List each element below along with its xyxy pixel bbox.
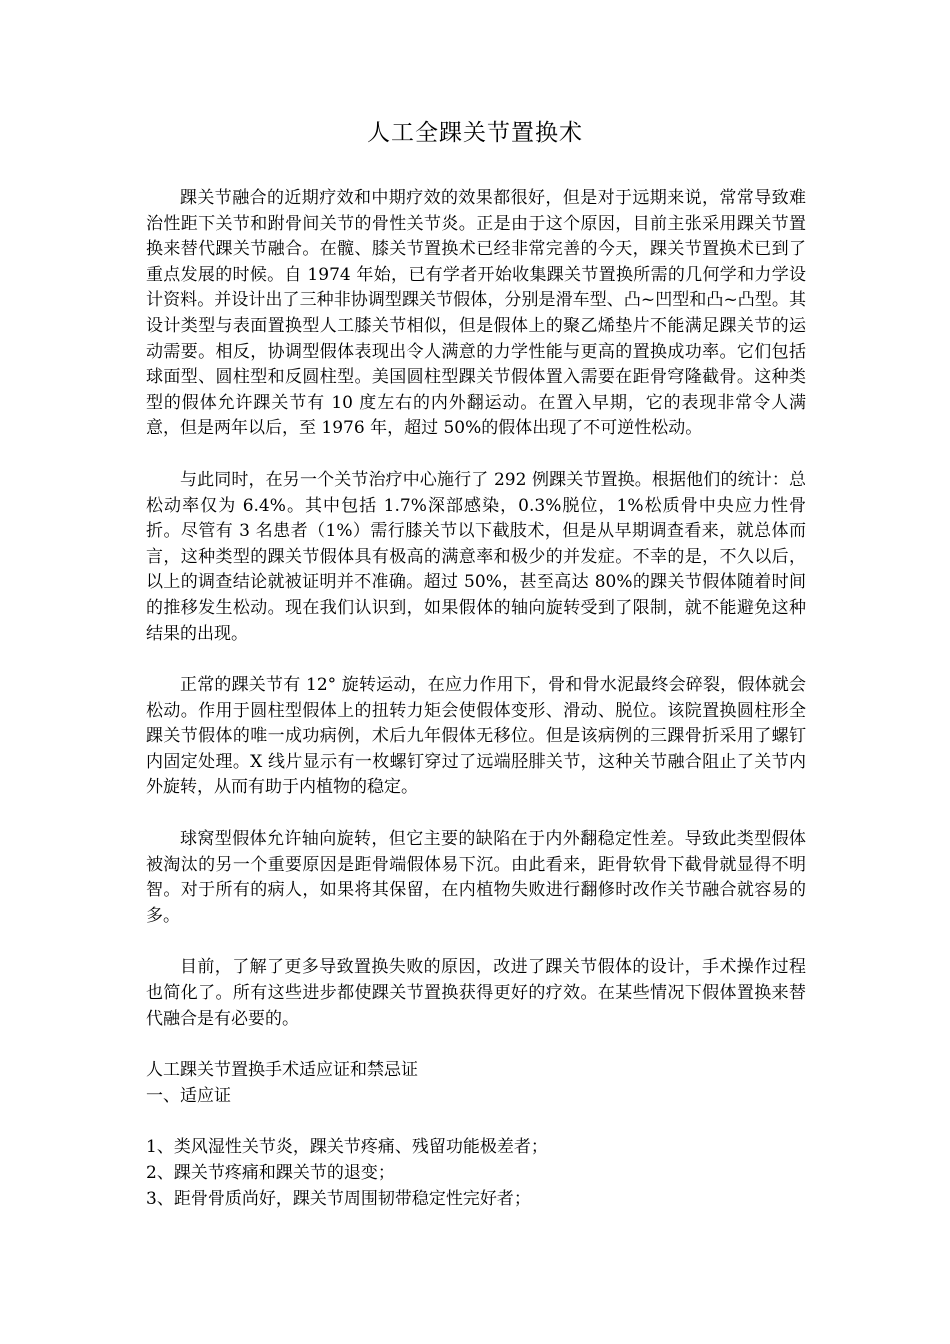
document-title: 人工全踝关节置换术 [367,120,583,146]
paragraph-4: 球窝型假体允许轴向旋转，但它主要的缺陷在于内外翻稳定性差。导致此类型假体被淘汰的另一个重要原因是距骨端假体易下沉。由此看来，距骨软骨下截骨就显得不明智。对于所有的病人，如果将其保留，在内植物失败进行翻修时改作关节融合就容易的多。 [146,829,806,926]
paragraph-5: 目前，了解了更多导致置换失败的原因，改进了踝关节假体的设计，手术操作过程也简化了。所有这些进步都使踝关节置换获得更好的疗效。在某些情况下假体置换来替代融合是有必要的。 [146,957,806,1029]
list-item-2: 2、踝关节疼痛和踝关节的退变； [146,1163,395,1183]
paragraph-1: 踝关节融合的近期疗效和中期疗效的效果都很好，但是对于远期来说，常常导致难治性距下关节和跗骨间关节的骨性关节炎。正是由于这个原因，目前主张采用踝关节置换来替代踝关节融合。在髋、膝关节置换术已经非常完善的今天，踝关节置换术已到了重点发展的时候。自 1974 年始，已有学者开始收集踝关节置换所需的几何学和力学设计资料。并设计出了三种非协调型踝关节假体，分别是滑车型、凸~凹型和凸~凸型。其设计类型与表面置换型人工膝关节相似，但是假体上的聚乙烯垫片不能满足踝关节的运动需要。相反，协调型假体表现出令人满意的力学性能与更高的置换成功率。它们包括球面型、圆柱型和反圆柱型。美国圆柱型踝关节假体置入需要在距骨穹隆截骨。这种类型的假体允许踝关节有 10 度左右的内外翻运动。在置入早期，它的表现非常令人满意，但是两年以后，至 1976 年，超过 50%的假体出现了不可逆性松动。 [146,188,806,439]
paragraph-3: 正常的踝关节有 12° 旋转运动，在应力作用下，骨和骨水泥最终会碎裂，假体就会松动。作用于圆柱型假体上的扭转力矩会使假体变形、滑动、脱位。该院置换圆柱形全踝关节假体的唯一成功病例，术后九年假体无移位。但是该病例的三踝骨折采用了螺钉内固定处理。X 线片显示有一枚螺钉穿过了远端胫腓关节，这种关节融合阻止了关节内外旋转，从而有助于内植物的稳定。 [146,675,806,798]
spacer [146,1109,806,1135]
document-body [146,186,806,1212]
list-item-1: 1、类风湿性关节炎，踝关节疼痛、残留功能极差者； [146,1137,548,1158]
paragraph-2: 与此同时，在另一个关节治疗中心施行了 292 例踝关节置换。根据他们的统计：总松动率仅为 6.4%。其中包括 1.7%深部感染，0.3%脱位，1%松质骨中央应力性骨折。尽管有 3 名患者（1%）需行膝关节以下截肢术，但是从早期调查看来，就总体而言，这种类型的踝关节假体具有极高的满意率和极少的并发症。不幸的是，不久以后，以上的调查结论就被证明并不准确。超过 50%，甚至高达 80%的踝关节假体随着时间的推移发生松动。现在我们认识到，如果假体的轴向旋转受到了限制，就不能避免这种结果的出现。 [146,469,806,644]
list-item-3: 3、距骨骨质尚好，踝关节周围韧带稳定性完好者； [146,1188,531,1209]
section-heading: 人工踝关节置换手术适应证和禁忌证 [146,1060,418,1081]
subsection-heading: 一、适应证 [146,1085,231,1106]
